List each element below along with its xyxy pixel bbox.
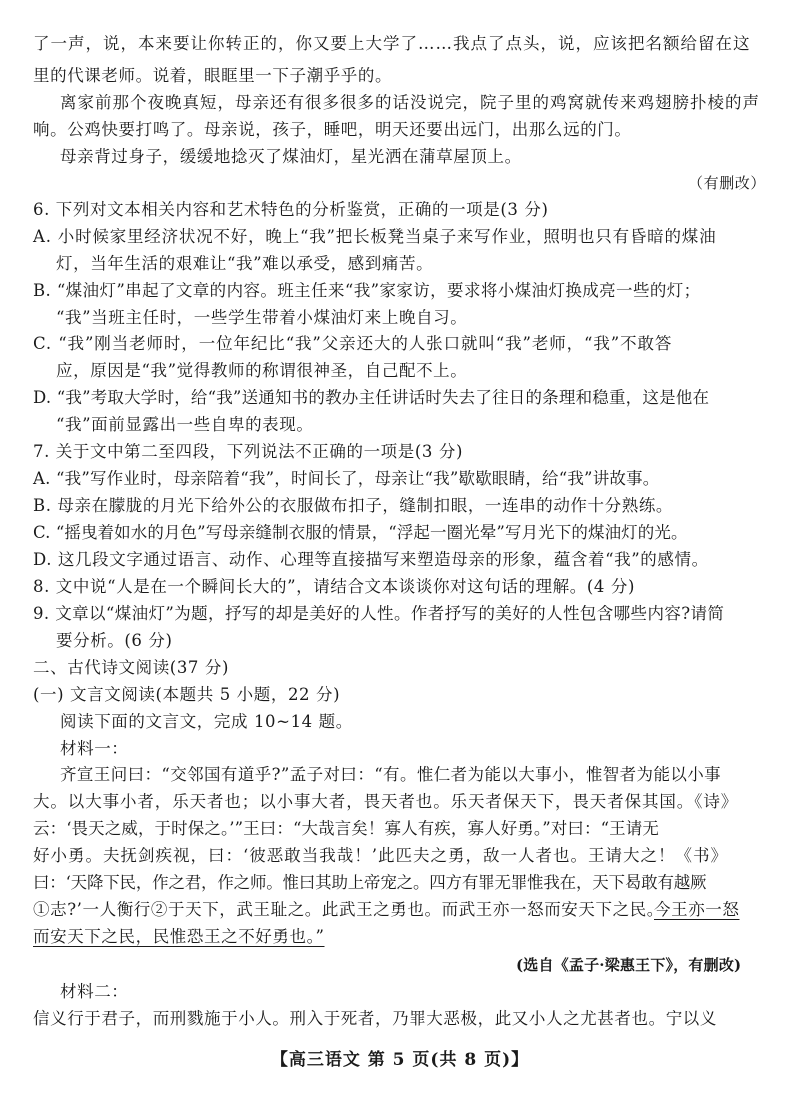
instruction: 阅读下面的文言文，完成 10~14 题。 [60,712,353,731]
classical-line: 信义行于君子，而刑戮施于小人。刑入于死者，乃罪大恶极，此又小人之尤甚者也。宁以义 [33,1009,717,1028]
option-7c: C. “摇曳着如水的月色”写母亲缝制衣服的情景，“浮起一圈光晕”写月光下的煤油灯的光。 [33,523,688,542]
classical-line: 齐宣王问曰：“交邻国有道乎?”孟子对曰：“有。惟仁者为能以大事小，惟智者为能以小事 [60,765,722,784]
passage-line: 了一声，说，本来要让你转正的，你又要上大学了……我点了点头，说，应该把名额给留在这 [33,34,751,53]
option-6d: D. “我”考取大学时，给“我”送通知书的教办主任讲话时失去了往日的条理和稳重，这是他在 [33,388,710,407]
option-6d-cont: “我”面前显露出一些自卑的表现。 [56,415,314,434]
question-9-cont: 要分析。(6 分) [56,631,173,650]
subsection-heading: (一) 文言文阅读(本题共 5 小题，22 分) [33,685,341,704]
option-6a-cont: 灯，当年生活的艰难让“我”难以承受，感到痛苦。 [56,254,434,273]
question-7: 7. 关于文中第二至四段，下列说法不正确的一项是(3 分) [33,442,464,461]
question-8: 8. 文中说“人是在一个瞬间长大的”，请结合文本谈谈你对这句话的理解。(4 分) [33,577,635,596]
option-7d: D. 这几段文字通过语言、动作、心理等直接描写来塑造母亲的形象，蕴含着“我”的感情。 [33,550,709,569]
section-heading: 二、古代诗文阅读(37 分) [33,658,230,677]
passage-line: 离家前那个夜晚真短，母亲还有很多很多的话没说完，院子里的鸡窝就传来鸡翅膀扑棱的声 [60,93,760,112]
source-note: （有删改） [688,174,767,192]
question-9: 9. 文章以“煤油灯”为题，抒写的却是美好的人性。作者抒写的美好的人性包含哪些内容?请简 [33,604,725,623]
option-7b: B. 母亲在朦胧的月光下给外公的衣服做布扣子，缝制扣眼，一连串的动作十分熟练。 [33,496,674,515]
passage-line: 里的代课老师。说着，眼眶里一下子潮乎乎的。 [33,66,393,85]
passage-line: 响。公鸡快要打鸣了。母亲说，孩子，睡吧，明天还要出远门，出那么远的门。 [33,120,632,139]
option-6b-cont: “我”当班主任时，一些学生带着小煤油灯来上晚自习。 [56,308,468,327]
option-6c: C. “我”刚当老师时，一位年纪比“我”父亲还大的人张口就叫“我”老师，“我”不敢答 [33,334,673,353]
question-6: 6. 下列对文本相关内容和艺术特色的分析鉴赏，正确的一项是(3 分) [33,200,549,219]
page-footer: 【高三语文 第 5 页(共 8 页)】 [270,1050,530,1070]
underlined-sentence-cont: 而安天下之民，民惟恐王之不好勇也。” [33,927,325,946]
classical-line: 大。以大事小者，乐天者也；以小事大者，畏天者也。乐天者保天下，畏天者保其国。《诗》 [33,792,739,811]
option-7a: A. “我”写作业时，母亲陪着“我”，时间长了，母亲让“我”歇歇眼睛，给“我”讲故事。 [33,469,660,488]
classical-line: ①志?’一人衡行②于天下，武王耻之。此武王之勇也。而武王亦一怒而安天下之民。 [33,900,664,919]
passage-line: 母亲背过身子，缓缓地捻灭了煤油灯，星光洒在蒲草屋顶上。 [60,147,522,166]
citation: (选自《孟子·梁惠王下》，有删改) [516,956,742,974]
classical-line: 好小勇。夫抚剑疾视，曰：‘彼恶敢当我哉！’此匹夫之勇，敌一人者也。王请大之！《书》 [33,846,728,865]
classical-line: 曰：‘天降下民，作之君，作之师。惟曰其助上帝宠之。四方有罪无罪惟我在，天下曷敢有越厥 [33,873,707,892]
option-6c-cont: 应，原因是“我”觉得教师的称谓很神圣，自己配不上。 [56,361,468,380]
option-6a: A. 小时候家里经济状况不好，晚上“我”把长板凳当桌子来写作业，照明也只有昏暗的煤油 [33,227,717,246]
material-label: 材料一： [60,739,129,758]
classical-line: 云：‘畏天之威，于时保之。’”王曰：“大哉言矣！寡人有疾，寡人好勇。”对曰：“王请无 [33,819,659,838]
material-label: 材料二： [60,982,129,1001]
underlined-sentence: 今王亦一怒 [654,900,740,919]
option-6b: B. “煤油灯”串起了文章的内容。班主任来“我”家家访，要求将小煤油灯换成亮一些的灯； [33,281,701,300]
